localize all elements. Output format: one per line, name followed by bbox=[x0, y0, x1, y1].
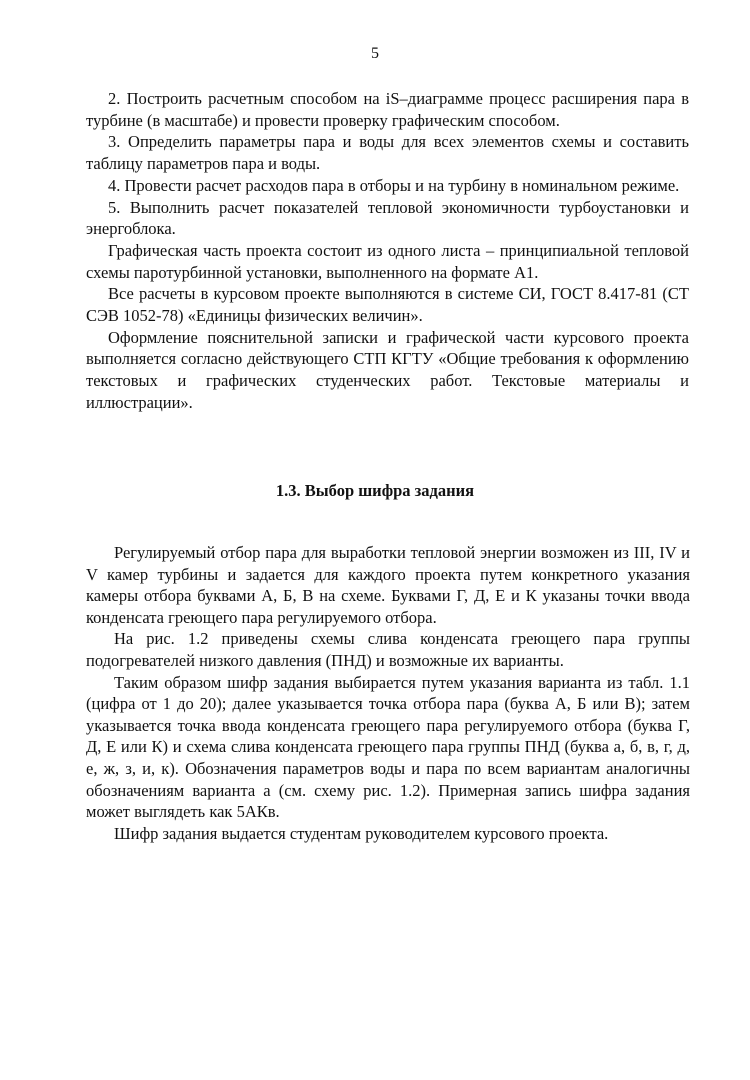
paragraph-task-4: 4. Провести расчет расходов пара в отборы и на турбину в номинальном режиме. bbox=[108, 175, 680, 195]
paragraph-formatting: Оформление пояснительной записки и графической части курсового проекта выполняется согласно действующего СТП КГТУ «Общие требования к оформлению текстовых и графических студенческих работ. Текстовые материалы и иллюстрации». bbox=[86, 327, 689, 412]
paragraph-si-units: Все расчеты в курсовом проекте выполняются в системе СИ, ГОСТ 8.417-81 (СТ СЭВ 1052-78) «Единицы физических величин». bbox=[86, 284, 689, 326]
section-text-block bbox=[86, 542, 690, 844]
paragraph-drain-schemes: На рис. 1.2 приведены схемы слива конденсата греющего пара группы подогревателей низкого давления (ПНД) и возможные их варианты. bbox=[86, 629, 690, 670]
section-heading: 1.3. Выбор шифра задания bbox=[275, 481, 475, 500]
intro-text-block bbox=[86, 88, 689, 414]
paragraph-code-selection: Таким образом шифр задания выбирается путем указания варианта из табл. 1.1 (цифра от 1 до 20); далее указывается точка отбора пара (буква А, Б или В); затем указывается точка ввода конденсата греющего пара регулируемого отбора (буква Г, Д, Е или К) и схема слива конденсата греющего пара группы ПНД (буква а, б, в, г, д, е, ж, з, и, к). Обозначения параметров воды и пара по всем вариантам аналогичны обозначениям варианта а (см. схему рис. 1.2). Примерная запись шифра задания может выглядеть как 5АКв. bbox=[86, 672, 690, 822]
paragraph-task-3: 3. Определить параметры пара и воды для всех элементов схемы и составить таблицу параметров пара и воды. bbox=[86, 132, 689, 174]
page-number: 5 bbox=[371, 45, 379, 62]
paragraph-task-2: 2. Построить расчетным способом на iS–диаграмме процесс расширения пара в турбине (в масштабе) и провести проверку графическим способом. bbox=[86, 89, 689, 130]
paragraph-extraction: Регулируемый отбор пара для выработки тепловой энергии возможен из III, IV и V камер турбины и задается для каждого проекта путем конкретного указания камеры отбора буквами А, Б, В на схеме. Буквами Г, Д, Е и К указаны точки ввода конденсата греющего пара регулируемого отбора. bbox=[86, 543, 690, 627]
paragraph-task-5: 5. Выполнить расчет показателей тепловой экономичности турбоустановки и энергоблока. bbox=[86, 197, 689, 239]
paragraph-code-issued: Шифр задания выдается студентам руководителем курсового проекта. bbox=[114, 823, 609, 843]
paragraph-graphic-part: Графическая часть проекта состоит из одного листа – принципиальной тепловой схемы паротурбинной установки, выполненного на формате А1. bbox=[86, 240, 689, 282]
